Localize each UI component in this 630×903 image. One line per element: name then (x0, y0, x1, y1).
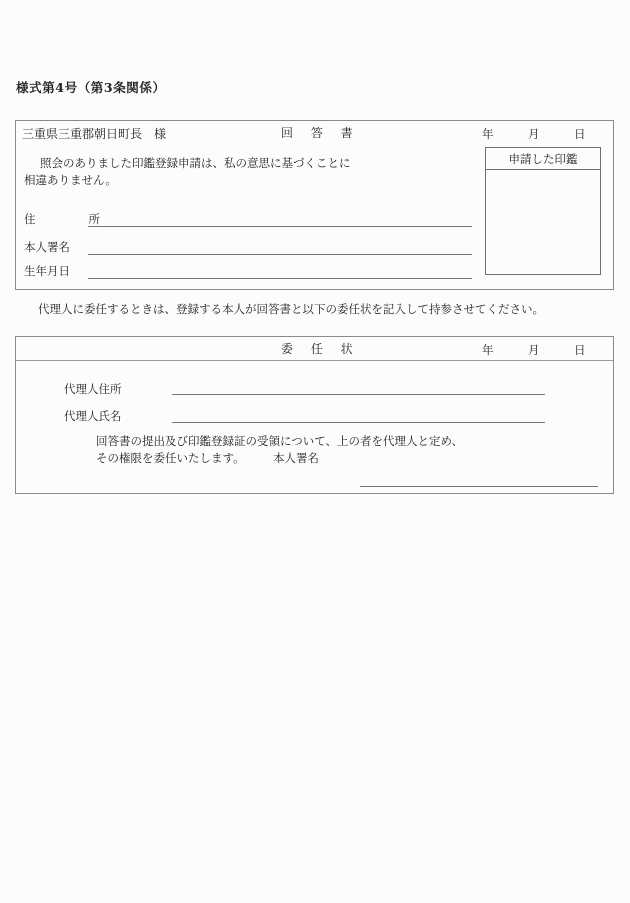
proxy-date-day: 日 (574, 343, 586, 357)
reply-signature-input-line[interactable] (88, 254, 472, 255)
seal-stamp-box (485, 147, 601, 275)
proxy-document-title: 委 任 状 (281, 342, 360, 356)
proxy-statement-line-2: その権限を委任いたします。 (96, 451, 245, 465)
reply-date-day: 日 (574, 127, 586, 141)
proxy-name-label: 代理人氏名 (64, 409, 122, 423)
seal-box-header: 申請した印鑑 (486, 148, 600, 170)
proxy-date-year: 年 (482, 343, 494, 357)
reply-address-label: 住 所 (24, 212, 110, 226)
proxy-address-input-line[interactable] (172, 394, 545, 395)
reply-birthdate-input-line[interactable] (88, 278, 472, 279)
form-number-heading: 様式第4号（第3条関係） (16, 80, 166, 95)
proxy-date-month: 月 (528, 343, 540, 357)
proxy-signature-input-line[interactable] (360, 486, 598, 487)
reply-birthdate-label: 生年月日 (24, 264, 70, 278)
proxy-statement-line-1: 回答書の提出及び印鑑登録証の受領について、上の者を代理人と定め、 (96, 434, 464, 448)
proxy-address-label: 代理人住所 (64, 382, 122, 396)
proxy-instruction-text: 代理人に委任するときは、登録する本人が回答書と以下の委任状を記入して持参させてください。 (38, 302, 544, 316)
proxy-name-input-line[interactable] (172, 422, 545, 423)
reply-date-year: 年 (482, 127, 494, 141)
seal-impression-area[interactable] (486, 170, 600, 274)
reply-statement-line-2: 相違ありません。 (24, 173, 117, 187)
reply-signature-label: 本人署名 (24, 240, 70, 254)
proxy-signature-label: 本人署名 (273, 451, 319, 465)
reply-addressee: 三重県三重郡朝日町長 様 (22, 127, 167, 141)
reply-document-title: 回 答 書 (281, 126, 360, 140)
proxy-header-divider (16, 360, 613, 361)
reply-address-input-line[interactable] (88, 226, 472, 227)
reply-statement-line-1: 照会のありました印鑑登録申請は、私の意思に基づくことに (40, 156, 351, 170)
reply-date-month: 月 (528, 127, 540, 141)
